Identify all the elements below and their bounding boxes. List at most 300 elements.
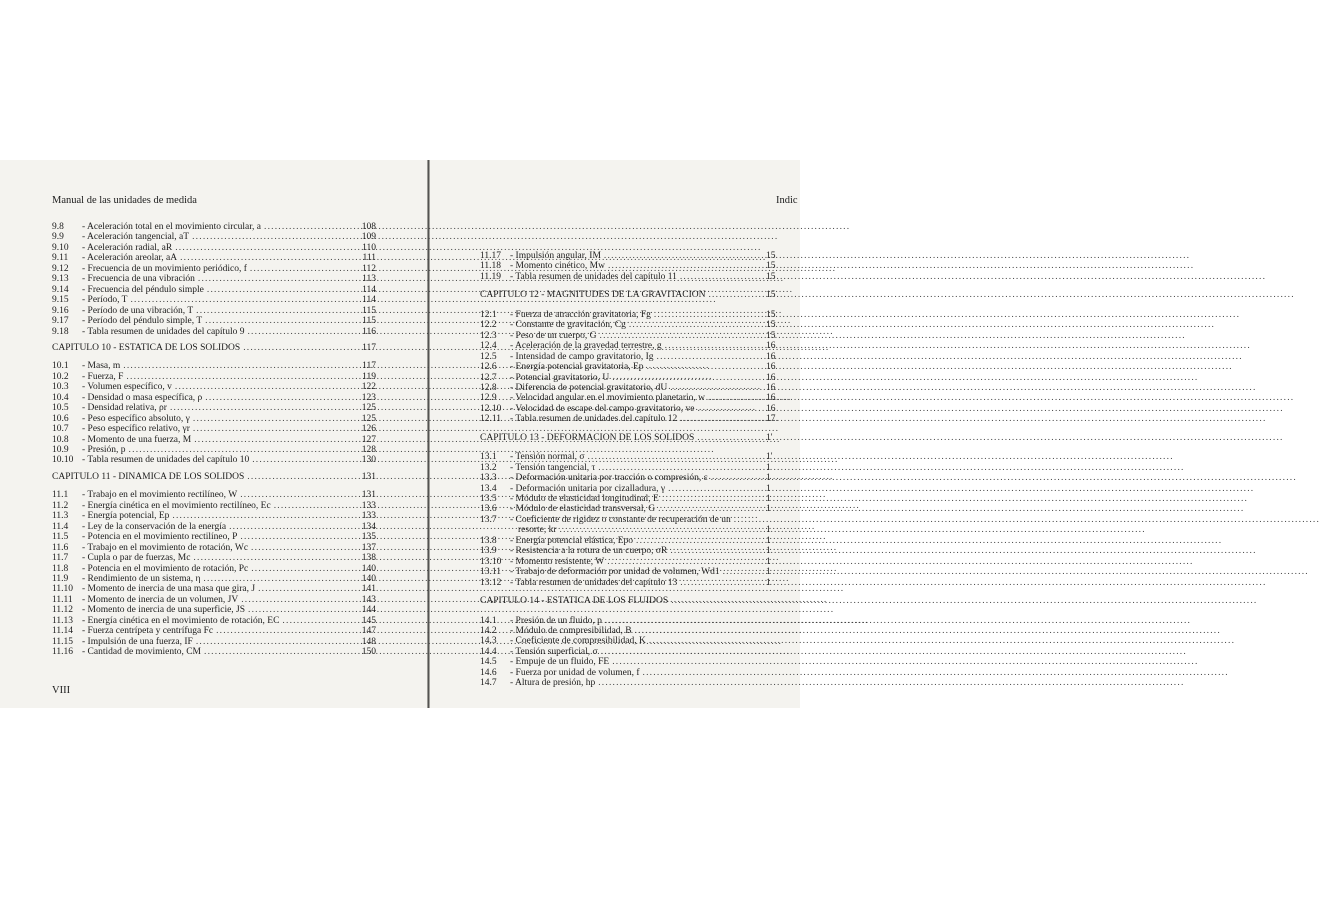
entry-title [52, 532, 237, 542]
toc-entry [52, 285, 376, 296]
entry-title [480, 494, 659, 504]
toc-entry [480, 473, 780, 484]
dot-leader [175, 243, 355, 253]
dot-leader [670, 383, 763, 393]
chapter-title: CAPITULO 11 - DINAMICA DE LOS SOLIDOS [52, 471, 245, 482]
toc-entry [52, 532, 376, 543]
toc-entry [480, 567, 780, 578]
dot-leader [654, 310, 763, 320]
entry-title [480, 515, 731, 525]
entry-text: - Masa, m [82, 361, 121, 372]
entry-number: 10.7 [52, 424, 69, 435]
toc-entry [52, 455, 376, 466]
entry-title [480, 331, 597, 341]
toc-entry [52, 543, 376, 554]
entry-number: 11.16 [52, 647, 74, 658]
chapter-title: CAPITULO 10 - ESTATICA DE LOS SOLIDOS [52, 342, 241, 353]
entry-title [480, 567, 720, 577]
entry-title [480, 557, 604, 567]
entry-title [480, 352, 654, 362]
entry-text: - Tensión superficial, σ [510, 646, 598, 657]
entry-page-number: 1 [766, 556, 771, 567]
dot-leader [252, 455, 355, 465]
entry-number: 13.8 [480, 535, 497, 546]
entry-number: 10.1 [52, 361, 69, 372]
toc-entry [52, 445, 376, 456]
entry-text: - Aceleración tangencial, aT [82, 232, 190, 243]
entry-text: - Volumen específico, v [82, 382, 172, 393]
dot-leader [587, 452, 763, 462]
entry-page-number: 127 [361, 434, 376, 445]
toc-entry [480, 393, 780, 404]
entry-text: - Presión de un fluido, p [510, 615, 602, 626]
toc-entry [480, 504, 780, 515]
entry-page-number: 114 [362, 284, 376, 295]
toc-entry [52, 435, 376, 446]
entry-text: - Tensión tangencial, τ [510, 462, 596, 473]
entry-number: 12.7 [480, 372, 497, 383]
toc-entry [480, 546, 780, 557]
toc-entry [480, 310, 780, 321]
entry-number: 12.9 [480, 393, 497, 404]
dot-leader [658, 504, 763, 514]
entry-number: 13.6 [480, 504, 497, 515]
entry-number: 13.2 [480, 462, 497, 473]
entry-text: - Velocidad angular en el movimiento planetario, w [510, 393, 706, 404]
entry-text: - Tabla resumen de unidades del capítulo 13 [510, 577, 678, 588]
dot-leader [665, 341, 763, 351]
dot-leader [196, 306, 355, 316]
entry-text: - Momento de una fuerza, M [82, 434, 192, 445]
running-head: Manual de las unidades de medida [52, 195, 197, 206]
entry-text: - Diferencia de potencial gravitatorio, dU [510, 382, 668, 393]
entry-text: - Presión, p [82, 445, 126, 455]
toc-entry [52, 647, 376, 658]
entry-number: 13.5 [480, 494, 497, 504]
entry-number: 12.4 [480, 341, 497, 352]
entry-number: 9.8 [52, 222, 64, 232]
entry-page-number: 122 [361, 382, 376, 393]
entry-number: 13.7 [480, 514, 497, 525]
entry-text: - Fuerza por unidad de volumen, f [510, 667, 640, 678]
dot-leader [608, 261, 763, 271]
dot-leader [243, 343, 355, 353]
dot-leader [247, 472, 355, 482]
entry-number: 14.5 [480, 657, 497, 668]
entry-page-number: 15 [766, 309, 776, 320]
dot-leader [734, 515, 763, 525]
dot-leader [671, 596, 763, 606]
entry-title [480, 272, 677, 282]
toc-entry [52, 637, 376, 648]
toc-chapter-heading [52, 472, 376, 483]
entry-title [480, 251, 601, 261]
entry-number: 13.3 [480, 473, 497, 484]
entry-text: - Tensión normal, σ [510, 452, 585, 463]
dot-leader [282, 616, 355, 626]
dot-leader [697, 404, 763, 414]
entry-title [52, 327, 244, 337]
entry-text: - Potencia en el movimiento rectilíneo, P [82, 532, 238, 543]
entry-text: - Cantidad de movimiento, CM [82, 647, 202, 658]
entry-title [480, 536, 633, 546]
entry-text: - Trabajo en el movimiento rectilíneo, W [82, 490, 238, 501]
entry-title [52, 501, 271, 511]
entry-number: 12.11 [480, 414, 502, 425]
entry-page-number: 133 [361, 511, 376, 522]
dot-leader [598, 678, 763, 688]
entry-number: 13.11 [480, 567, 502, 578]
entry-page-number: 1 [766, 525, 771, 536]
entry-number: 9.14 [52, 284, 69, 295]
entry-page-number: 15 [766, 290, 776, 301]
entry-title [52, 372, 123, 382]
entry-number: 10.9 [52, 445, 69, 455]
toc-entry [52, 414, 376, 425]
entry-text: - Fuerza, F [82, 371, 124, 382]
entry-page-number: 113 [362, 274, 376, 285]
dot-leader [129, 445, 355, 455]
entry-text: - Altura de presión, hp [510, 678, 596, 689]
entry-number: 13.9 [480, 546, 497, 557]
entry-page-number: 16 [766, 403, 776, 414]
dot-leader [229, 522, 355, 532]
dot-leader [172, 511, 355, 521]
toc-entry [480, 272, 780, 283]
entry-title [480, 362, 644, 372]
entry-page-number: 16 [766, 393, 776, 404]
toc-entry [480, 320, 780, 331]
entry-title [480, 504, 655, 514]
entry-page-number: 137 [361, 542, 376, 553]
entry-title [52, 306, 193, 316]
dot-leader [643, 668, 763, 678]
entry-text: - Frecuencia del péndulo simple [82, 284, 204, 295]
dot-leader [203, 574, 355, 584]
toc-entry [480, 636, 780, 647]
entry-page-number: 15 [766, 330, 776, 341]
entry-page-number: 126 [361, 424, 376, 435]
dot-leader [612, 373, 763, 383]
entry-title [52, 445, 126, 455]
entry-number: 10.4 [52, 392, 69, 403]
entry-title [52, 455, 249, 465]
entry-title [480, 320, 626, 330]
entry-page-number: 117 [362, 342, 376, 353]
dot-leader [240, 490, 355, 500]
dot-leader [258, 584, 355, 594]
dot-leader [175, 382, 355, 392]
entry-title [52, 616, 279, 626]
entry-text: - Tabla resumen de unidades del capítulo 10 [82, 455, 250, 466]
toc-entry [52, 382, 376, 393]
entry-text: - Energía cinética en el movimiento rectilíneo, Ec [82, 500, 271, 511]
entry-text: - Velocidad de escape del campo gravitatorio, ve [510, 403, 695, 414]
dot-leader [198, 274, 355, 284]
dot-leader [251, 564, 355, 574]
entry-page-number: 1 [766, 462, 771, 473]
toc-entry [52, 605, 376, 616]
entry-title [480, 341, 662, 351]
entry-number: 9.17 [52, 316, 69, 327]
entry-number: 12.6 [480, 362, 497, 373]
entry-number: 14.7 [480, 678, 497, 689]
toc-entry [480, 678, 780, 689]
entry-text: - Módulo de elasticidad transversal, G [510, 504, 656, 515]
entry-title [52, 637, 193, 647]
entry-number: 14.3 [480, 636, 497, 647]
entry-number: 11.18 [480, 261, 502, 272]
entry-number: 10.3 [52, 382, 69, 393]
entry-title [52, 564, 248, 574]
entry-text: - Cupla o par de fuerzas, Mc [82, 553, 191, 564]
toc-entry [480, 463, 780, 474]
entry-text: - Deformación unitaria por tracción o compresión, ε [510, 473, 708, 484]
dot-leader [126, 372, 355, 382]
dot-leader [668, 484, 763, 494]
entry-number: 11.1 [52, 490, 69, 501]
entry-page-number: 147 [361, 626, 376, 637]
entry-title [480, 463, 595, 473]
entry-page-number: 16 [766, 382, 776, 393]
entry-number: 10.6 [52, 413, 69, 424]
dot-leader [180, 253, 355, 263]
toc-entry [480, 452, 780, 463]
entry-number: 11.10 [52, 584, 74, 595]
entry-title [480, 616, 602, 626]
entry-text: - Aceleración areolar, aA [82, 253, 178, 264]
entry-page-number: 15 [766, 261, 776, 272]
entry-number: 11.3 [52, 511, 69, 522]
entry-title [52, 605, 245, 615]
dot-leader [711, 473, 763, 483]
dot-leader [723, 567, 763, 577]
entry-number: 9.15 [52, 295, 69, 306]
entry-page-number: 125 [361, 413, 376, 424]
entry-page-number: 143 [361, 594, 376, 605]
entry-page-number: 135 [361, 532, 376, 543]
entry-title [52, 414, 190, 424]
entry-page-number: 16 [766, 341, 776, 352]
dot-leader [205, 316, 355, 326]
entry-text: - Momento de inercia de una masa que gira, J [82, 584, 256, 595]
entry-text: - Tabla resumen de unidades del capítulo 12 [510, 414, 678, 425]
entry-number: 14.1 [480, 615, 497, 626]
dot-leader [605, 616, 763, 626]
entry-title [52, 274, 195, 284]
toc-chapter-heading [480, 290, 780, 301]
entry-page-number: 15 [766, 271, 776, 282]
dot-leader [680, 272, 763, 282]
entry-number: 9.9 [52, 232, 64, 243]
entry-number: 11.7 [52, 553, 69, 564]
entry-page-number: 145 [361, 615, 376, 626]
toc-entry [52, 327, 376, 338]
entry-title [480, 578, 677, 588]
toc-entry [480, 352, 780, 363]
entry-number: 11.11 [52, 594, 73, 605]
toc-entry [52, 490, 376, 501]
toc-entry [52, 403, 376, 414]
entry-title [480, 484, 665, 494]
entry-number: 14.6 [480, 667, 497, 678]
entry-title [480, 636, 646, 646]
entry-number: 13.1 [480, 452, 497, 463]
dot-leader [193, 414, 355, 424]
entry-page-number: 108 [361, 222, 376, 232]
toc-entry [480, 362, 780, 373]
entry-page-number: 140 [361, 563, 376, 574]
entry-title [52, 382, 172, 392]
entry-title [52, 435, 191, 445]
entry-page-number: 148 [361, 636, 376, 647]
entry-page-number: 116 [362, 326, 376, 337]
dot-leader [193, 553, 355, 563]
entry-number: 9.13 [52, 274, 69, 285]
dot-leader [130, 295, 355, 305]
entry-page-number: 16 [766, 351, 776, 362]
entry-text: resorte, kr [518, 525, 557, 536]
dot-leader [604, 251, 763, 261]
entry-title [480, 404, 694, 414]
entry-text: - Peso específico absoluto, γ [82, 413, 190, 424]
entry-text: - Resistencia a la rotura de un cuerpo, σR [510, 546, 668, 557]
entry-title [52, 253, 177, 263]
dot-leader [204, 647, 355, 657]
entry-page-number: 17 [766, 414, 776, 425]
entry-page-number: 15 [766, 320, 776, 331]
dot-leader [662, 494, 763, 504]
entry-number: 11.17 [480, 251, 502, 261]
toc-entry [480, 657, 780, 668]
entry-text: - Deformación unitaria por cizalladura, γ [510, 483, 666, 494]
entry-number: 13.10 [480, 556, 502, 567]
entry-text: - Empuje de un fluido, FE [510, 657, 610, 668]
entry-page-number: 115 [362, 305, 376, 316]
entry-page-number: 1 [766, 473, 771, 484]
entry-page-number: 15 [766, 251, 776, 261]
entry-page-number: 141 [361, 584, 376, 595]
entry-page-number: 131 [361, 471, 376, 482]
dot-leader [647, 362, 763, 372]
toc-entry [52, 574, 376, 585]
entry-text: - Impulsión de una fuerza, IF [82, 636, 193, 647]
entry-title [52, 553, 190, 563]
entry-title [52, 222, 261, 232]
entry-title [52, 595, 238, 605]
entry-number: 10.10 [52, 455, 74, 466]
entry-title [52, 232, 189, 242]
entry-title [480, 647, 598, 657]
toc-entry [480, 404, 780, 415]
entry-text: - Intensidad de campo gravitatorio, Ig [510, 351, 654, 362]
entry-title [52, 316, 202, 326]
toc-entry [480, 494, 780, 505]
entry-page-number: 109 [361, 232, 376, 243]
dot-leader [192, 232, 355, 242]
entry-text: - Densidad o masa específica, ρ [82, 392, 203, 403]
toc-entry [52, 253, 376, 264]
dot-leader [708, 290, 763, 300]
entry-number: 11.12 [52, 605, 74, 616]
entry-text: - Trabajo de deformación por unidad de volumen, Wd1 [510, 567, 720, 578]
page-number: VIII [52, 685, 71, 696]
entry-page-number: 138 [361, 553, 376, 564]
entry-number: 14.2 [480, 625, 497, 636]
entry-page-number: 1 [766, 577, 771, 588]
entry-title [52, 424, 190, 434]
entry-number: 10.5 [52, 403, 69, 414]
entry-page-number: 125 [361, 403, 376, 414]
entry-number: 9.11 [52, 253, 69, 264]
dot-leader [600, 331, 763, 341]
entry-page-number: 1' [766, 452, 773, 463]
dot-leader [601, 647, 763, 657]
entry-number: 12.8 [480, 382, 497, 393]
entry-text: - Tabla resumen de unidades del capítulo 9 [82, 326, 245, 337]
entry-text: - Aceleración radial, aR [82, 242, 173, 253]
dot-leader [649, 636, 763, 646]
entry-text: - Energía potencial gravitatoria, Ep [510, 362, 644, 373]
entry-title [480, 373, 609, 383]
entry-text: - Tabla resumen de unidades del capítulo 11 [510, 271, 677, 282]
entry-number: 11.6 [52, 542, 69, 553]
entry-page-number: 130 [361, 455, 376, 466]
toc-entry [52, 564, 376, 575]
entry-number: 9.12 [52, 263, 69, 274]
entry-page-number: 1 [766, 567, 771, 578]
entry-page-number: 16 [766, 362, 776, 373]
entry-page-number: 119 [362, 371, 376, 382]
toc-entry [52, 553, 376, 564]
entry-text: - Constante de gravitación, Cg [510, 320, 626, 331]
toc-entry [480, 414, 780, 425]
dot-leader [170, 403, 355, 413]
dot-leader [680, 414, 763, 424]
entry-text: - Aceleración de la gravedad terrestre, g [510, 341, 662, 352]
entry-title [480, 261, 605, 271]
toc-entry [52, 295, 376, 306]
toc-entry [480, 251, 780, 262]
toc-entry [52, 243, 376, 254]
entry-text: - Potencial gravitatorio, U [510, 372, 610, 383]
entry-text: - Energía cinética en el movimiento de rotación, EC [82, 615, 280, 626]
entry-text: - Coeficiente de rigidez o constante de recuperación de un [510, 514, 731, 525]
toc-entry [52, 264, 376, 275]
entry-text: - Período, T [82, 295, 128, 306]
dot-leader [248, 605, 355, 615]
entry-title [52, 511, 169, 521]
chapter-title: CAPITULO 13 - DEFORMACION DE LOS SOLIDOS [480, 432, 695, 443]
entry-text: - Potencia en el movimiento de rotación, Pc [82, 563, 249, 574]
dot-leader [560, 525, 763, 535]
entry-title [52, 243, 172, 253]
toc-entry [52, 274, 376, 285]
entry-page-number: 1 [766, 494, 771, 504]
dot-leader [194, 435, 355, 445]
entry-page-number: 144 [361, 605, 376, 616]
entry-page-number: 111 [362, 253, 376, 264]
entry-text: - Trabajo en el movimiento de rotación, Wc [82, 542, 249, 553]
toc-entry [480, 515, 780, 526]
dot-leader [629, 320, 763, 330]
entry-text: - Impulsión angular, IM [510, 251, 601, 261]
toc-entry [52, 306, 376, 317]
entry-page-number: 112 [362, 263, 376, 274]
entry-text: - Coeficiente de compresibilidad, K [510, 636, 646, 647]
entry-number: 11.19 [480, 271, 502, 282]
entry-title [52, 403, 167, 413]
